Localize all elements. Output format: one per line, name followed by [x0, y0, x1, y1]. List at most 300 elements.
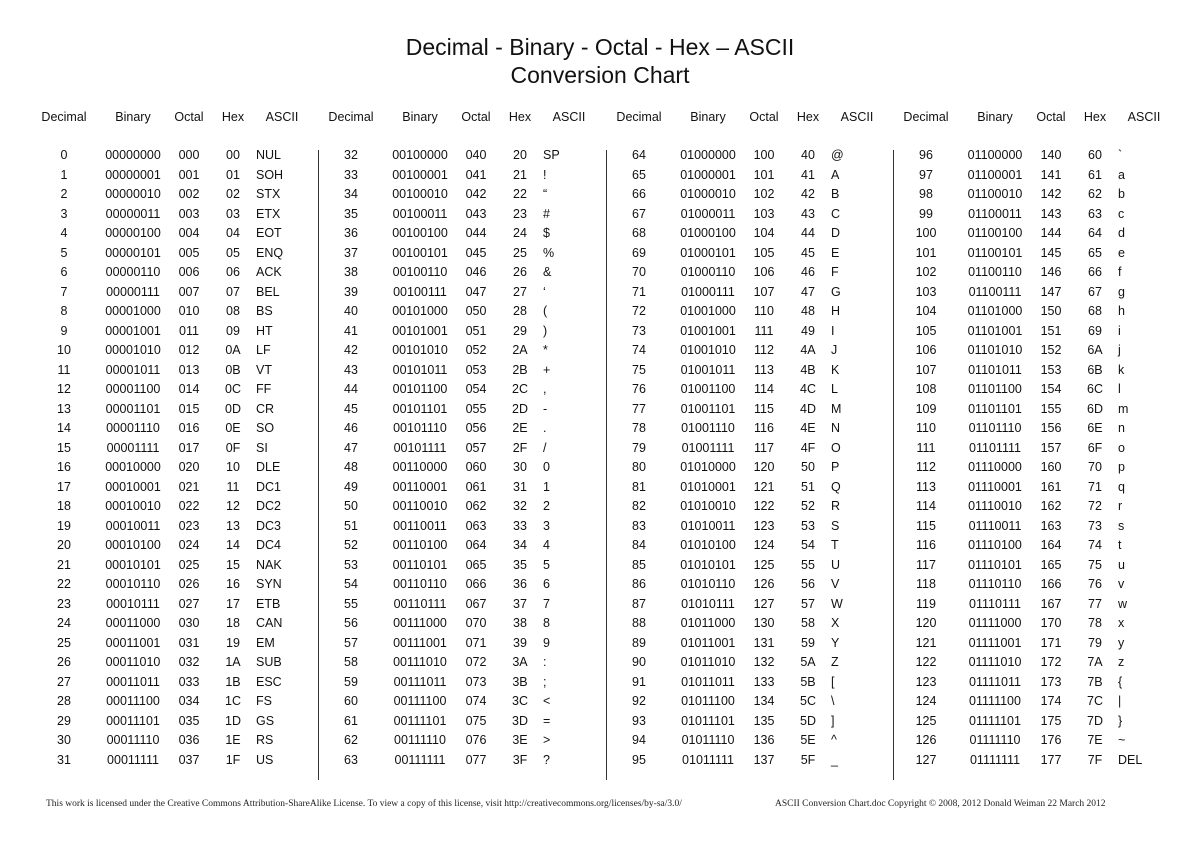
binary-cell: 01100100 — [967, 226, 1023, 240]
binary-cell: 00010000 — [105, 460, 161, 474]
octal-cell: 122 — [753, 499, 775, 513]
decimal-cell: 84 — [632, 538, 646, 552]
binary-cell: 01100000 — [967, 148, 1023, 162]
ascii-cell: L — [831, 382, 838, 396]
binary-cell: 01000110 — [680, 265, 736, 279]
octal-cell: 040 — [465, 148, 487, 162]
decimal-cell: 115 — [916, 518, 936, 533]
decimal-cell: 72 — [632, 304, 646, 318]
ascii-cell: j — [1118, 343, 1121, 357]
ascii-cell: ENQ — [256, 245, 284, 260]
decimal-cell: 73 — [632, 323, 646, 338]
ascii-cell: ESC — [256, 674, 282, 689]
binary-cell: 00111011 — [393, 674, 447, 689]
decimal-cell: 51 — [344, 518, 358, 533]
decimal-cell: 106 — [915, 343, 937, 357]
octal-cell: 114 — [754, 382, 774, 396]
decimal-cell: 24 — [57, 616, 71, 630]
decimal-cell: 71 — [632, 284, 646, 299]
hex-cell: 18 — [226, 616, 240, 630]
ascii-cell: ) — [543, 323, 548, 338]
octal-cell: 014 — [178, 382, 200, 396]
octal-cell: 053 — [465, 362, 487, 377]
octal-cell: 015 — [178, 401, 200, 416]
octal-cell: 116 — [754, 421, 774, 435]
octal-cell: 026 — [178, 577, 200, 591]
decimal-cell: 66 — [632, 187, 646, 201]
decimal-cell: 65 — [632, 167, 646, 182]
octal-cell: 120 — [753, 460, 775, 474]
binary-cell: 00100011 — [392, 206, 448, 221]
binary-cell: 01011011 — [681, 674, 735, 689]
decimal-cell: 74 — [632, 343, 646, 357]
decimal-cell: 54 — [344, 577, 358, 591]
hex-cell: 0D — [225, 401, 241, 416]
decimal-cell: 76 — [632, 382, 646, 396]
hex-cell: 4B — [800, 362, 816, 377]
decimal-cell: 118 — [916, 577, 936, 591]
octal-cell: 000 — [178, 148, 200, 162]
binary-cell: 00100111 — [393, 284, 447, 299]
decimal-cell: 43 — [344, 362, 358, 377]
octal-cell: 173 — [1040, 674, 1062, 689]
binary-cell: 01010101 — [680, 557, 736, 572]
decimal-cell: 125 — [915, 713, 937, 728]
decimal-cell: 78 — [632, 421, 646, 435]
decimal-cell: 42 — [344, 343, 358, 357]
ascii-cell: HT — [256, 323, 273, 338]
octal-cell: 104 — [753, 226, 775, 240]
decimal-cell: 83 — [632, 518, 646, 533]
decimal-cell: 79 — [632, 440, 646, 455]
hex-cell: 71 — [1088, 479, 1102, 494]
decimal-cell: 70 — [632, 265, 646, 279]
hex-cell: 2E — [512, 421, 528, 435]
binary-cell: 01100001 — [967, 167, 1023, 182]
binary-cell: 01100111 — [968, 284, 1022, 299]
ascii-cell: B — [831, 187, 840, 201]
ascii-cell: CAN — [256, 616, 283, 630]
binary-cell: 01110110 — [968, 577, 1022, 591]
octal-cell: 002 — [178, 187, 200, 201]
column-divider — [318, 150, 319, 780]
octal-cell: 150 — [1040, 304, 1062, 318]
octal-cell: 054 — [465, 382, 487, 396]
binary-cell: 00101111 — [393, 440, 447, 455]
octal-cell: 115 — [754, 401, 774, 416]
ascii-cell: J — [831, 343, 838, 357]
hex-cell: 16 — [226, 577, 240, 591]
octal-cell: 156 — [1040, 421, 1062, 435]
hex-cell: 38 — [513, 616, 527, 630]
binary-cell: 01111101 — [969, 713, 1021, 728]
binary-cell: 01101111 — [969, 440, 1021, 455]
hex-cell: 46 — [801, 265, 815, 279]
header-hex: Hex — [796, 110, 820, 124]
ascii-cell: 3 — [543, 518, 550, 533]
decimal-cell: 77 — [632, 401, 646, 416]
ascii-cell: SOH — [256, 167, 284, 182]
binary-cell: 01101001 — [967, 323, 1023, 338]
hex-cell: 5F — [800, 752, 816, 767]
ascii-cell: ` — [1118, 148, 1123, 162]
hex-cell: 57 — [801, 596, 815, 611]
hex-cell: 3D — [512, 713, 528, 728]
ascii-cell: SP — [543, 148, 560, 162]
binary-cell: 00111000 — [393, 616, 447, 630]
decimal-cell: 87 — [632, 596, 646, 611]
hex-cell: 27 — [513, 284, 527, 299]
octal-cell: 117 — [754, 440, 774, 455]
header-hex: Hex — [221, 110, 245, 124]
ascii-cell: SO — [256, 421, 275, 435]
ascii-cell: x — [1118, 616, 1125, 630]
hex-cell: 3B — [512, 674, 528, 689]
binary-cell: 01001000 — [680, 304, 736, 318]
hex-cell: 0B — [225, 362, 241, 377]
octal-cell: 107 — [753, 284, 775, 299]
decimal-cell: 40 — [344, 304, 358, 318]
binary-cell: 00010001 — [105, 479, 161, 494]
ascii-cell: [ — [831, 674, 835, 689]
decimal-cell: 53 — [344, 557, 358, 572]
ascii-cell: I — [831, 323, 835, 338]
decimal-cell: 28 — [57, 694, 71, 708]
ascii-cell: “ — [543, 187, 548, 201]
ascii-cell: 7 — [543, 596, 550, 611]
binary-cell: 00001001 — [105, 323, 161, 338]
binary-cell: 01010011 — [680, 518, 736, 533]
ascii-cell: BS — [256, 304, 273, 318]
ascii-cell: a — [1118, 167, 1125, 182]
binary-cell: 00011000 — [105, 616, 161, 630]
hex-cell: 6E — [1087, 421, 1103, 435]
binary-cell: 00111101 — [393, 713, 447, 728]
ascii-cell: c — [1118, 206, 1125, 221]
ascii-cell: V — [831, 577, 840, 591]
ascii-cell: 2 — [543, 499, 550, 513]
hex-cell: 1B — [225, 674, 241, 689]
octal-cell: 174 — [1040, 694, 1062, 708]
ascii-cell: DC2 — [256, 499, 282, 513]
octal-cell: 076 — [465, 733, 487, 747]
binary-cell: 00110100 — [392, 538, 448, 552]
binary-cell: 00110001 — [392, 479, 448, 494]
decimal-cell: 50 — [344, 499, 358, 513]
hex-cell: 29 — [513, 323, 527, 338]
octal-cell: 010 — [178, 304, 200, 318]
decimal-cell: 9 — [60, 323, 68, 338]
decimal-cell: 110 — [916, 421, 936, 435]
binary-cell: 01011111 — [682, 752, 734, 767]
ascii-cell: ‘ — [543, 284, 546, 299]
binary-cell: 00100000 — [392, 148, 448, 162]
hex-cell: 62 — [1088, 187, 1102, 201]
decimal-cell: 109 — [915, 401, 937, 416]
binary-cell: 00101100 — [392, 382, 448, 396]
octal-cell: 031 — [178, 635, 200, 650]
octal-cell: 105 — [753, 245, 775, 260]
hex-cell: 4F — [800, 440, 816, 455]
hex-cell: 23 — [513, 206, 527, 221]
header-ascii: ASCII — [552, 110, 586, 124]
header-decimal: Decimal — [328, 110, 374, 124]
decimal-cell: 94 — [632, 733, 646, 747]
hex-cell: 48 — [801, 304, 815, 318]
hex-cell: 4E — [800, 421, 816, 435]
header-ascii: ASCII — [1127, 110, 1161, 124]
ascii-cell: DEL — [1118, 752, 1143, 767]
binary-cell: 00011111 — [107, 752, 159, 767]
octal-cell: 034 — [178, 694, 200, 708]
ascii-cell: SUB — [256, 655, 282, 669]
binary-cell: 01111110 — [969, 733, 1021, 747]
decimal-cell: 49 — [344, 479, 358, 494]
binary-cell: 01101100 — [968, 382, 1022, 396]
binary-cell: 01001010 — [680, 343, 736, 357]
hex-cell: 7F — [1087, 752, 1103, 767]
decimal-cell: 122 — [915, 655, 937, 669]
hex-cell: 3F — [512, 752, 528, 767]
octal-cell: 167 — [1040, 596, 1062, 611]
decimal-cell: 37 — [344, 245, 358, 260]
decimal-cell: 12 — [57, 382, 71, 396]
binary-cell: 00010010 — [105, 499, 161, 513]
ascii-cell: : — [543, 655, 547, 669]
ascii-cell: W — [831, 596, 843, 611]
ascii-cell: DC4 — [256, 538, 282, 552]
binary-cell: 01011010 — [680, 655, 736, 669]
binary-cell: 01011001 — [680, 635, 736, 650]
hex-cell: 26 — [513, 265, 527, 279]
ascii-cell: > — [543, 733, 551, 747]
hex-cell: 1F — [225, 752, 241, 767]
octal-cell: 123 — [753, 518, 775, 533]
decimal-cell: 67 — [632, 206, 646, 221]
decimal-cell: 52 — [344, 538, 358, 552]
octal-cell: 077 — [465, 752, 487, 767]
hex-cell: 66 — [1088, 265, 1102, 279]
binary-cell: 01000010 — [680, 187, 736, 201]
decimal-cell: 96 — [919, 148, 933, 162]
octal-cell: 157 — [1040, 440, 1062, 455]
hex-cell: 76 — [1088, 577, 1102, 591]
decimal-cell: 25 — [57, 635, 71, 650]
decimal-cell: 10 — [57, 343, 71, 357]
hex-cell: 1E — [225, 733, 241, 747]
ascii-cell: v — [1118, 577, 1125, 591]
ascii-cell: ( — [543, 304, 548, 318]
binary-cell: 00011110 — [106, 733, 160, 747]
octal-cell: 041 — [465, 167, 487, 182]
hex-cell: 79 — [1088, 635, 1102, 650]
hex-cell: 37 — [513, 596, 527, 611]
hex-cell: 17 — [226, 596, 240, 611]
octal-cell: 142 — [1040, 187, 1062, 201]
binary-cell: 00010100 — [105, 538, 161, 552]
octal-cell: 047 — [465, 284, 487, 299]
octal-cell: 013 — [178, 362, 200, 377]
hex-cell: 02 — [226, 187, 240, 201]
octal-cell: 154 — [1040, 382, 1062, 396]
binary-cell: 01000111 — [681, 284, 735, 299]
octal-cell: 146 — [1040, 265, 1062, 279]
decimal-cell: 64 — [632, 148, 646, 162]
octal-cell: 125 — [753, 557, 775, 572]
hex-cell: 72 — [1088, 499, 1102, 513]
ascii-cell: S — [831, 518, 840, 533]
hex-cell: 24 — [513, 226, 527, 240]
octal-cell: 075 — [465, 713, 487, 728]
binary-cell: 01011101 — [681, 713, 735, 728]
ascii-cell: h — [1118, 304, 1125, 318]
header-decimal: Decimal — [41, 110, 87, 124]
octal-cell: 042 — [465, 187, 487, 201]
octal-cell: 044 — [465, 226, 487, 240]
octal-cell: 046 — [465, 265, 487, 279]
header-decimal: Decimal — [616, 110, 662, 124]
ascii-cell: K — [831, 362, 840, 377]
ascii-cell: n — [1118, 421, 1125, 435]
octal-cell: 067 — [465, 596, 487, 611]
hex-cell: 47 — [801, 284, 815, 299]
ascii-cell: 9 — [543, 635, 550, 650]
header-hex: Hex — [1083, 110, 1107, 124]
binary-cell: 00010111 — [106, 596, 160, 611]
binary-cell: 01011100 — [681, 694, 735, 708]
octal-cell: 151 — [1040, 323, 1062, 338]
hex-cell: 35 — [513, 557, 527, 572]
ascii-cell: FS — [256, 694, 272, 708]
hex-cell: 49 — [801, 323, 815, 338]
decimal-cell: 59 — [344, 674, 358, 689]
hex-cell: 52 — [801, 499, 815, 513]
hex-cell: 4C — [800, 382, 816, 396]
hex-cell: 3C — [512, 694, 528, 708]
ascii-cell: { — [1118, 674, 1123, 689]
ascii-cell: , — [543, 382, 547, 396]
ascii-cell: < — [543, 694, 551, 708]
decimal-cell: 16 — [57, 460, 71, 474]
decimal-cell: 123 — [915, 674, 937, 689]
hex-cell: 0E — [225, 421, 241, 435]
hex-cell: 04 — [226, 226, 240, 240]
binary-cell: 00110110 — [393, 577, 447, 591]
octal-cell: 145 — [1040, 245, 1062, 260]
ascii-cell: X — [831, 616, 840, 630]
decimal-cell: 92 — [632, 694, 646, 708]
octal-cell: 140 — [1040, 148, 1062, 162]
binary-cell: 00001011 — [105, 362, 161, 377]
decimal-cell: 0 — [60, 148, 68, 162]
ascii-cell: e — [1118, 245, 1125, 260]
binary-cell: 00100100 — [392, 226, 448, 240]
decimal-cell: 80 — [632, 460, 646, 474]
hex-cell: 61 — [1088, 167, 1102, 182]
octal-cell: 020 — [178, 460, 200, 474]
binary-cell: 00000110 — [105, 265, 161, 279]
hex-cell: 25 — [513, 245, 527, 260]
hex-cell: 6C — [1087, 382, 1103, 396]
decimal-cell: 61 — [344, 713, 358, 728]
header-binary: Binary — [690, 110, 726, 124]
hex-cell: 74 — [1088, 538, 1102, 552]
decimal-cell: 101 — [915, 245, 937, 260]
ascii-cell: LF — [256, 343, 271, 357]
binary-cell: 01001111 — [681, 440, 735, 455]
ascii-cell: | — [1118, 694, 1122, 708]
binary-cell: 00001010 — [105, 343, 161, 357]
binary-cell: 00011101 — [106, 713, 160, 728]
hex-cell: 7B — [1087, 674, 1103, 689]
binary-cell: 00010110 — [105, 577, 161, 591]
hex-cell: 7E — [1087, 733, 1103, 747]
binary-cell: 01111011 — [969, 674, 1021, 689]
octal-cell: 176 — [1040, 733, 1062, 747]
hex-cell: 4D — [800, 401, 816, 416]
binary-cell: 01101110 — [968, 421, 1022, 435]
ascii-cell: ETX — [256, 206, 281, 221]
hex-cell: 0F — [225, 440, 241, 455]
hex-cell: 13 — [226, 518, 240, 533]
header-binary: Binary — [977, 110, 1013, 124]
binary-cell: 01010001 — [680, 479, 736, 494]
decimal-cell: 69 — [632, 245, 646, 260]
decimal-cell: 55 — [344, 596, 358, 611]
octal-cell: 023 — [178, 518, 200, 533]
octal-cell: 177 — [1040, 752, 1062, 767]
column-divider — [606, 150, 607, 780]
ascii-cell: Y — [831, 635, 840, 650]
ascii-cell: ! — [543, 167, 547, 182]
hex-cell: 40 — [801, 148, 815, 162]
hex-cell: 6D — [1087, 401, 1103, 416]
octal-cell: 175 — [1040, 713, 1062, 728]
octal-cell: 133 — [753, 674, 775, 689]
hex-cell: 59 — [801, 635, 815, 650]
ascii-cell: NUL — [256, 148, 282, 162]
decimal-cell: 63 — [344, 752, 358, 767]
ascii-cell: ] — [831, 713, 835, 728]
decimal-cell: 117 — [916, 557, 936, 572]
ascii-cell: p — [1118, 460, 1125, 474]
binary-cell: 00110011 — [393, 518, 447, 533]
ascii-cell: s — [1118, 518, 1125, 533]
ascii-cell: b — [1118, 187, 1125, 201]
ascii-cell: z — [1118, 655, 1125, 669]
ascii-cell: 4 — [543, 538, 550, 552]
hex-cell: 6A — [1087, 343, 1103, 357]
hex-cell: 20 — [513, 148, 527, 162]
decimal-cell: 120 — [915, 616, 937, 630]
hex-cell: 43 — [801, 206, 815, 221]
hex-cell: 50 — [801, 460, 815, 474]
ascii-cell: R — [831, 499, 841, 513]
decimal-cell: 105 — [915, 323, 937, 338]
chart-subtitle: Conversion Chart — [510, 62, 690, 88]
binary-cell: 00111111 — [394, 752, 446, 767]
octal-cell: 070 — [465, 616, 487, 630]
decimal-cell: 44 — [344, 382, 358, 396]
octal-cell: 012 — [178, 343, 200, 357]
binary-cell: 01000100 — [680, 226, 736, 240]
binary-cell: 00110101 — [392, 557, 448, 572]
decimal-cell: 33 — [344, 167, 358, 182]
binary-cell: 00000010 — [105, 187, 161, 201]
ascii-cell: f — [1118, 265, 1122, 279]
hex-cell: 1C — [225, 694, 241, 708]
ascii-cell: _ — [831, 752, 838, 767]
